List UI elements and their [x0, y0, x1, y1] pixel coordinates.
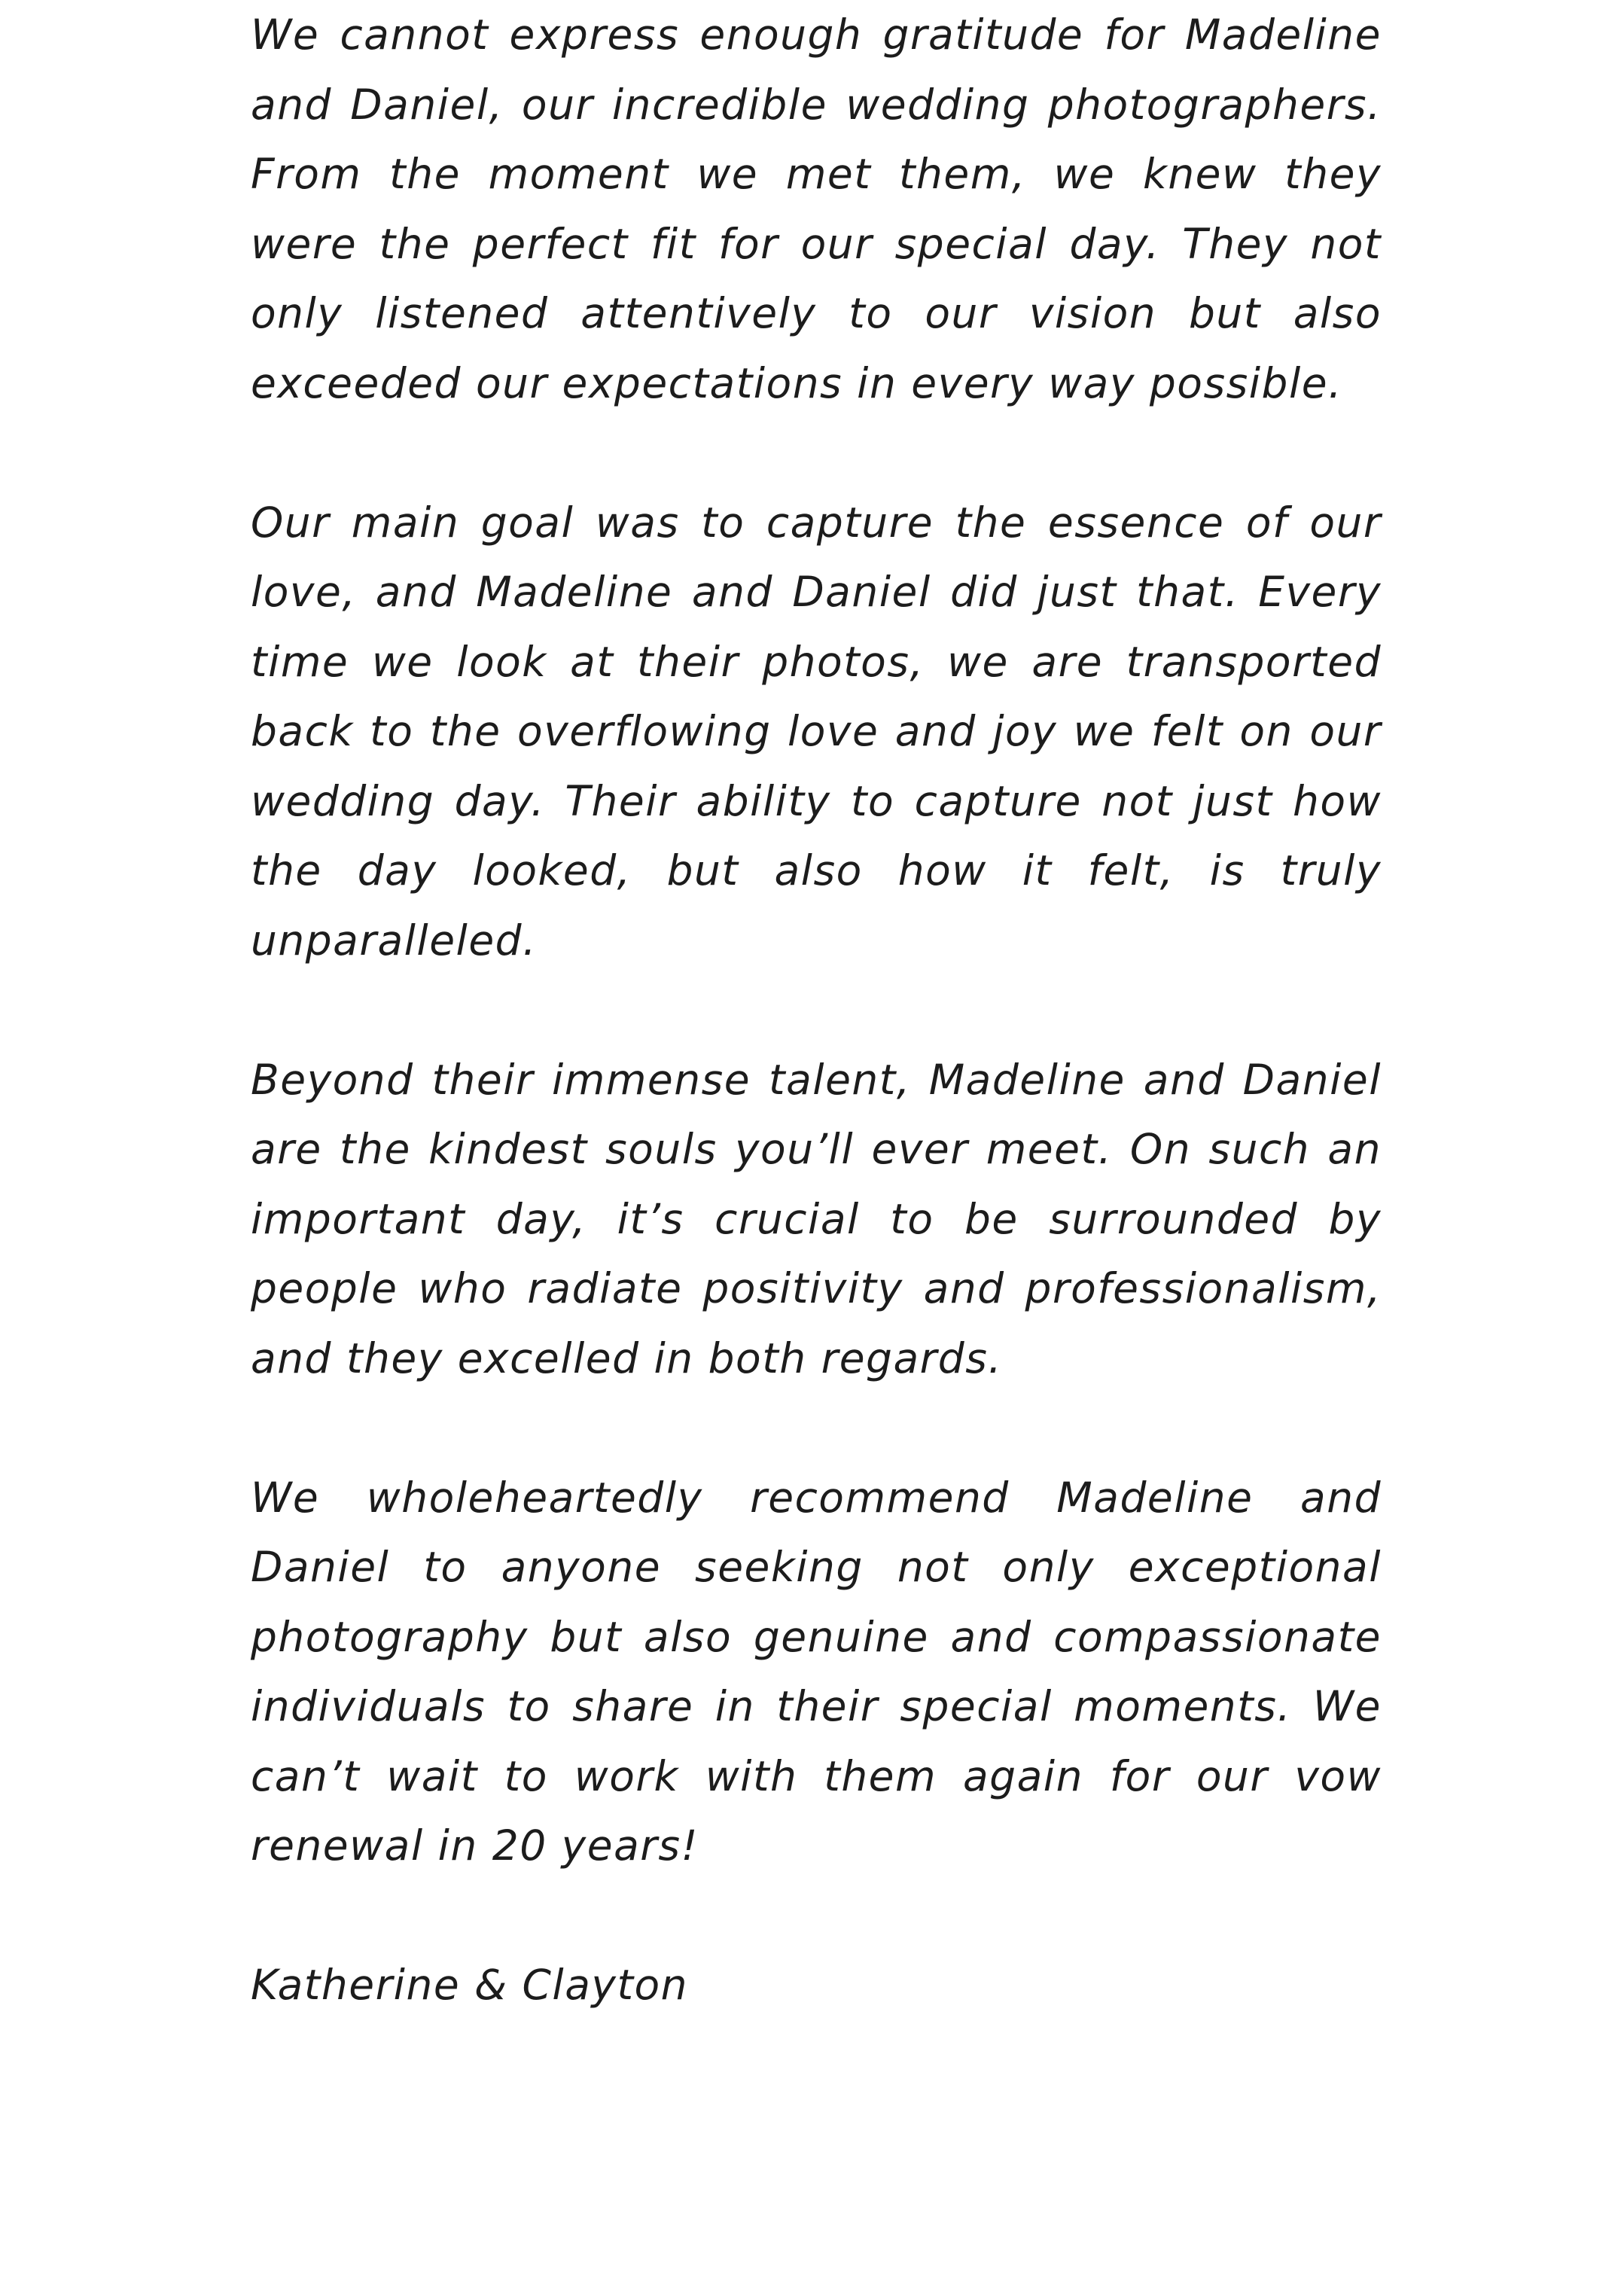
testimonial-paragraph-2: Our main goal was to capture the essence of our love, and Madeline and Daniel did just that. Every time we look at their photos, we are transported back to the overflowing love and joy we felt on our wedding day. Their ability to capture not just how the day looked, but also how it felt, is truly unparalleled.	[251, 498, 1382, 965]
testimonial-paragraph-1: We cannot express enough gratitude for Madeline and Daniel, our incredible wedding photographers. From the moment we met them, we knew they were the perfect fit for our special day. They not only listened attentively to our vision but also exceeded our expectations in every way possible.	[251, 11, 1382, 407]
testimonial-signature: Katherine & Clayton	[251, 1961, 689, 2009]
testimonial-paragraph-3: Beyond their immense talent, Madeline and Daniel are the kindest souls you’ll ever meet. On such an important day, it’s crucial to be surrounded by people who radiate positivity and professionalism, and they excelled in both regards.	[251, 1055, 1382, 1382]
testimonial-text	[251, 0, 1382, 2020]
testimonial-paragraph-4: We wholeheartedly recommend Madeline and Daniel to anyone seeking not only exceptional photography but also genuine and compassionate individuals to share in their special moments. We can’t wait to work with them again for our vow renewal in 20 years!	[251, 1473, 1382, 1870]
